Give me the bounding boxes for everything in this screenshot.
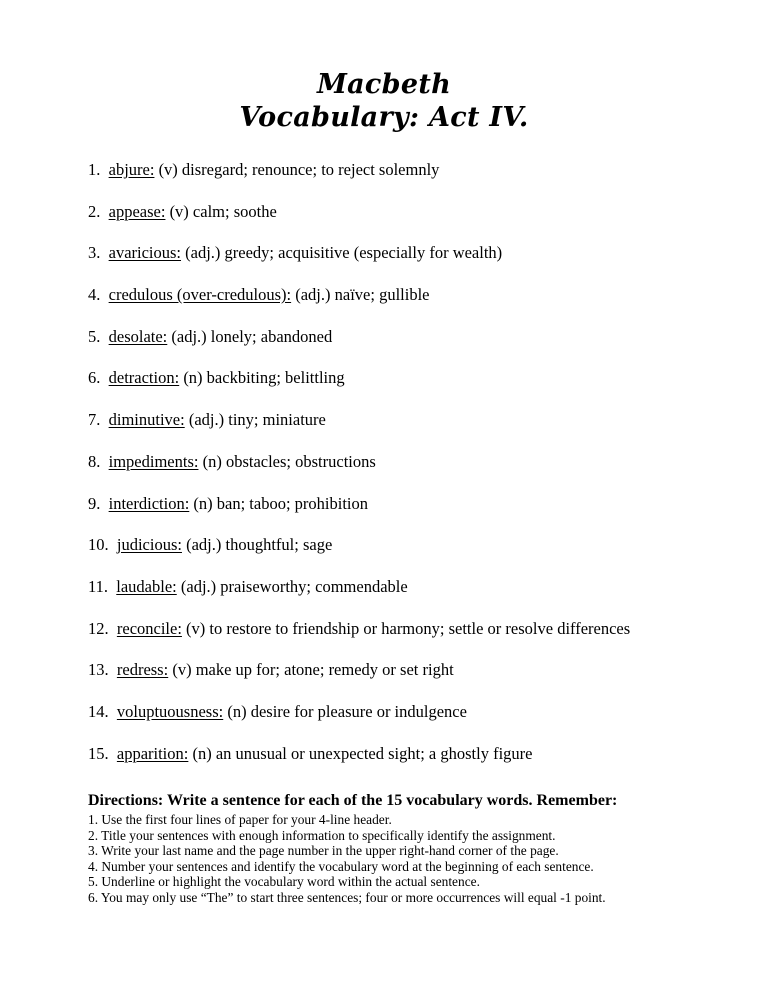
vocab-number: 1. (88, 160, 101, 179)
vocab-definition: (n) ban; taboo; prohibition (193, 493, 369, 513)
vocab-item (88, 494, 748, 514)
vocab-definition: (v) disregard; renounce; to reject solemnly (158, 160, 440, 179)
vocab-item (88, 410, 748, 430)
vocab-definition: (v) calm; soothe (169, 201, 277, 221)
vocab-definition: (adj.) thoughtful; sage (186, 535, 333, 555)
vocab-item (88, 660, 748, 680)
vocab-number: 10. (88, 535, 109, 555)
document-title: Macbeth (316, 69, 452, 100)
vocab-word: impediments: (108, 451, 199, 471)
vocab-item (88, 160, 748, 180)
vocab-word: diminutive: (108, 410, 185, 430)
direction-item: 4. Number your sentences and identify the vocabulary word at the beginning of each sentence. (88, 858, 594, 874)
vocab-number: 8. (88, 451, 101, 471)
title-block (0, 68, 768, 134)
vocab-word: judicious: (116, 535, 182, 555)
vocab-definition: (n) backbiting; belittling (183, 368, 345, 388)
directions-heading: Directions: Write a sentence for each of the 15 vocabulary words. Remember: (88, 792, 618, 809)
vocab-word: avaricious: (108, 243, 182, 263)
directions-section (88, 790, 748, 905)
vocab-definition: (n) an unusual or unexpected sight; a ghostly figure (192, 743, 533, 763)
vocab-word: voluptuousness: (116, 701, 224, 721)
vocab-definition: (adj.) greedy; acquisitive (especially for wealth) (185, 243, 503, 263)
vocab-definition: (adj.) lonely; abandoned (171, 326, 333, 346)
vocab-number: 2. (88, 201, 101, 221)
vocab-number: 11. (88, 576, 109, 596)
vocab-number: 12. (88, 618, 109, 638)
vocab-number: 4. (88, 285, 101, 305)
direction-item: 5. Underline or highlight the vocabulary word within the actual sentence. (88, 874, 480, 889)
vocab-word: desolate: (108, 326, 168, 346)
vocab-definition: (adj.) tiny; miniature (188, 410, 326, 430)
vocab-word: abjure: (108, 160, 155, 179)
vocab-item (88, 327, 748, 347)
vocab-word: redress: (116, 660, 169, 680)
vocab-word: apparition: (116, 743, 189, 763)
vocab-item (88, 619, 748, 639)
vocab-item (88, 452, 748, 472)
vocab-definition: (adj.) praiseworthy; commendable (180, 576, 408, 596)
vocab-item (88, 577, 748, 597)
vocab-item (88, 243, 748, 263)
vocab-number: 13. (88, 660, 109, 680)
vocab-definition: (n) obstacles; obstructions (202, 451, 376, 471)
vocab-word: laudable: (116, 576, 177, 596)
vocab-word: detraction: (108, 368, 180, 388)
vocab-item (88, 744, 748, 764)
vocab-definition: (v) make up for; atone; remedy or set right (172, 660, 454, 680)
document-subtitle: Vocabulary: Act IV. (239, 102, 529, 133)
vocab-item (88, 202, 748, 222)
vocabulary-list (88, 160, 748, 785)
vocab-item (88, 702, 748, 722)
vocab-number: 9. (88, 493, 101, 513)
vocab-definition: (n) desire for pleasure or indulgence (227, 701, 467, 721)
direction-item: 6. You may only use “The” to start three sentences; four or more occurrences will equal -1 point. (88, 889, 606, 905)
vocab-word: credulous (over-credulous): (108, 285, 292, 305)
vocab-item (88, 285, 748, 305)
direction-item: 2. Title your sentences with enough information to specifically identify the assignment. (88, 827, 556, 843)
vocab-word: interdiction: (108, 493, 190, 513)
vocab-number: 5. (88, 326, 101, 346)
vocab-definition: (v) to restore to friendship or harmony; settle or resolve differences (186, 618, 631, 638)
vocab-number: 3. (88, 243, 101, 263)
direction-item: 3. Write your last name and the page number in the upper right-hand corner of the page. (88, 843, 559, 858)
direction-item: 1. Use the first four lines of paper for your 4-line header. (88, 812, 392, 827)
vocab-number: 14. (88, 701, 109, 721)
vocab-number: 15. (88, 743, 109, 763)
directions-list (88, 812, 748, 905)
vocab-word: appease: (108, 201, 166, 221)
vocab-definition: (adj.) naïve; gullible (295, 285, 430, 305)
vocab-word: reconcile: (116, 618, 182, 638)
vocab-item (88, 535, 748, 555)
vocab-number: 7. (88, 410, 101, 430)
vocab-item (88, 368, 748, 388)
vocab-number: 6. (88, 368, 101, 388)
